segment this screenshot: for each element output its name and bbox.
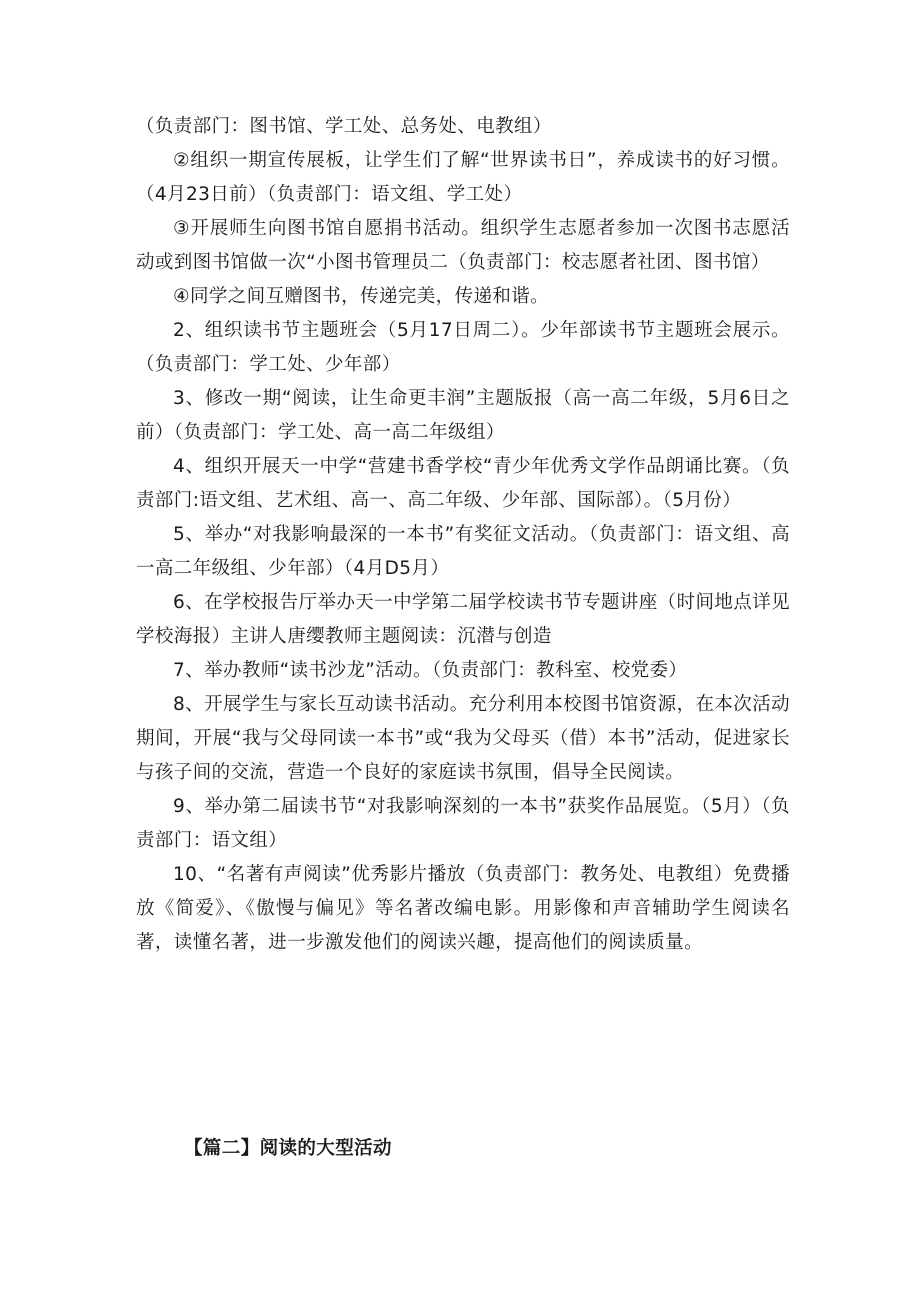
paragraph-item-2: 2、组织读书节主题班会（5月17日周二）。少年部读书节主题班会展示。（负责部门：学工处、少年部） [136,320,790,375]
document-body [136,110,790,960]
paragraph-item-7: 7、举办教师“读书沙龙”活动。（负责部门：教科室、校党委） [173,660,688,681]
paragraph-item-5: 5、举办“对我影响最深的一本书”有奖征文活动。（负责部门：语文组、高一高二年级组、少年部）（4月D5月） [136,524,790,579]
paragraph-responsible-depts: （负责部门：图书馆、学工处、总务处、电教组） [136,116,552,137]
paragraph-item-3: 3、修改一期“阅读，让生命更丰润”主题版报（高一高二年级，5月6日之前）（负责部门：学工处、高一高二年级组） [136,388,790,443]
paragraph-item-10: 10、“名著有声阅读”优秀影片播放（负责部门：教务处、电教组）免费播放《简爱》、《傲慢与偏见》等名著改编电影。用影像和声音辅助学生阅读名著，读懂名著，进一步激发他们的阅读兴趣，提高他们的阅读质量。 [136,864,790,953]
paragraph-item-3-circle: ③开展师生向图书馆自愿捐书活动。组织学生志愿者参加一次图书志愿活动或到图书馆做一次“小图书管理员二（负责部门：校志愿者社团、图书馆） [136,218,790,273]
paragraph-item-4-circle: ④同学之间互赠图书，传递完美，传递和谐。 [173,286,550,307]
paragraph-item-6: 6、在学校报告厅举办天一中学第二届学校读书节专题讲座（时间地点详见学校海报）主讲人唐缨教师主题阅读：沉潜与创造 [136,592,790,647]
section-title: 【篇二】阅读的大型活动 [184,1138,392,1159]
paragraph-item-8: 8、开展学生与家长互动读书活动。充分利用本校图书馆资源，在本次活动期间，开展“我与父母同读一本书”或“我为父母买（借）本书”活动，促进家长与孩子间的交流，营造一个良好的家庭读书氛围，倡导全民阅读。 [136,694,790,783]
paragraph-item-2-circle: ②组织一期宣传展板，让学生们了解“世界读书日”，养成读书的好习惯。（4月23日前）（负责部门：语文组、学工处） [136,150,790,205]
paragraph-item-4: 4、组织开展天一中学“营建书香学校“青少年优秀文学作品朗诵比赛。（负责部门:语文组、艺术组、高一、高二年级、少年部、国际部）。（5月份） [136,456,790,511]
paragraph-item-9: 9、举办第二届读书节“对我影响深刻的一本书”获奖作品展览。（5月）（负责部门：语文组） [136,796,790,851]
